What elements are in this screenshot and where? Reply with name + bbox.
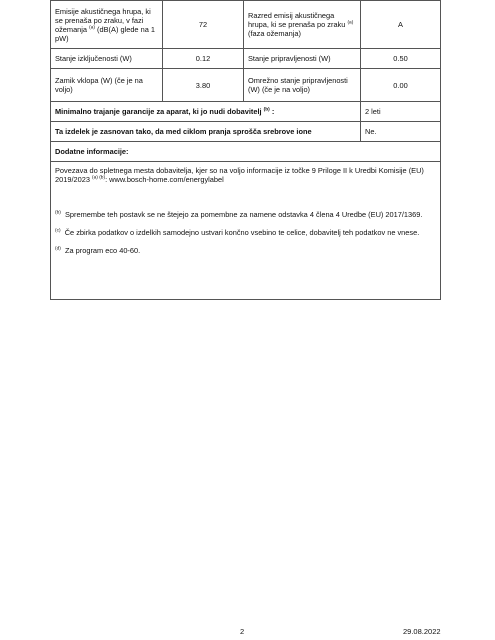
spec-table	[50, 0, 441, 300]
delay-start-label: Zamik vklopa (W) (če je na voljo)	[51, 69, 163, 102]
footer-date: 29.08.2022	[403, 627, 441, 636]
standby-label: Stanje pripravljenosti (W)	[244, 49, 361, 69]
page-number: 2	[240, 627, 245, 636]
network-standby-value: 0.00	[361, 69, 441, 102]
table-row	[51, 69, 441, 102]
noise-class-label: Razred emisij akustičnega hrupa, ki se prenaša po zraku $^{(a)}$ (faza ožemanja)	[244, 1, 361, 49]
delay-start-value: 3.80	[163, 69, 244, 102]
noise-emission-value: 72	[163, 1, 244, 49]
silver-ion-label: Ta izdelek je zasnovan tako, da med ciklom pranja sprošča srebrove ione	[51, 122, 361, 142]
guarantee-value: 2 leti	[361, 102, 441, 122]
noise-class-value: A	[361, 1, 441, 49]
footnote-d: $^{(d)}$ Za program eco 40-60.	[55, 246, 141, 255]
off-mode-label: Stanje izključenosti (W)	[51, 49, 163, 69]
standby-value: 0.50	[361, 49, 441, 69]
additional-info-label: Dodatne informacije:	[51, 142, 441, 162]
table-row	[51, 49, 441, 69]
footnote-c: $^{(c)}$ Če zbirka podatkov o izdelkih samodejno ustvari končno vsebino te celice, dobavitelj teh podatkov ne vnese.	[55, 228, 420, 237]
footnote-b: $^{(b)}$ Spremembe teh postavk se ne štejejo za pomembne za namene odstavka 4 člena 4 Uredbe (EU) 2017/1369.	[55, 210, 423, 219]
silver-ion-value: Ne.	[361, 122, 441, 142]
supplier-link-note: Povezava do spletnega mesta dobavitelja, kjer so na voljo informacije iz točke 9 Priloge II k Uredbi Komisije (EU) 2019/2023 $^{(a) (b)}$: www.bosch-home.com/energylabel	[55, 166, 424, 184]
guarantee-label: Minimalno trajanje garancije za aparat, ki jo nudi dobavitelj $^{(b)}$ :	[51, 102, 361, 122]
off-mode-value: 0.12	[163, 49, 244, 69]
network-standby-label: Omrežno stanje pripravljenosti (W) (če je na voljo)	[244, 69, 361, 102]
noise-emission-label: Emisije akustičnega hrupa, ki se prenaša po zraku, v fazi ožemanja $^{(a)}$ (dB(A) glede na 1 pW)	[51, 1, 163, 49]
table-row	[51, 102, 441, 122]
table-row	[51, 1, 441, 49]
table-row	[51, 142, 441, 162]
table-row	[51, 122, 441, 142]
notes-cell	[51, 162, 441, 300]
table-row	[51, 162, 441, 300]
